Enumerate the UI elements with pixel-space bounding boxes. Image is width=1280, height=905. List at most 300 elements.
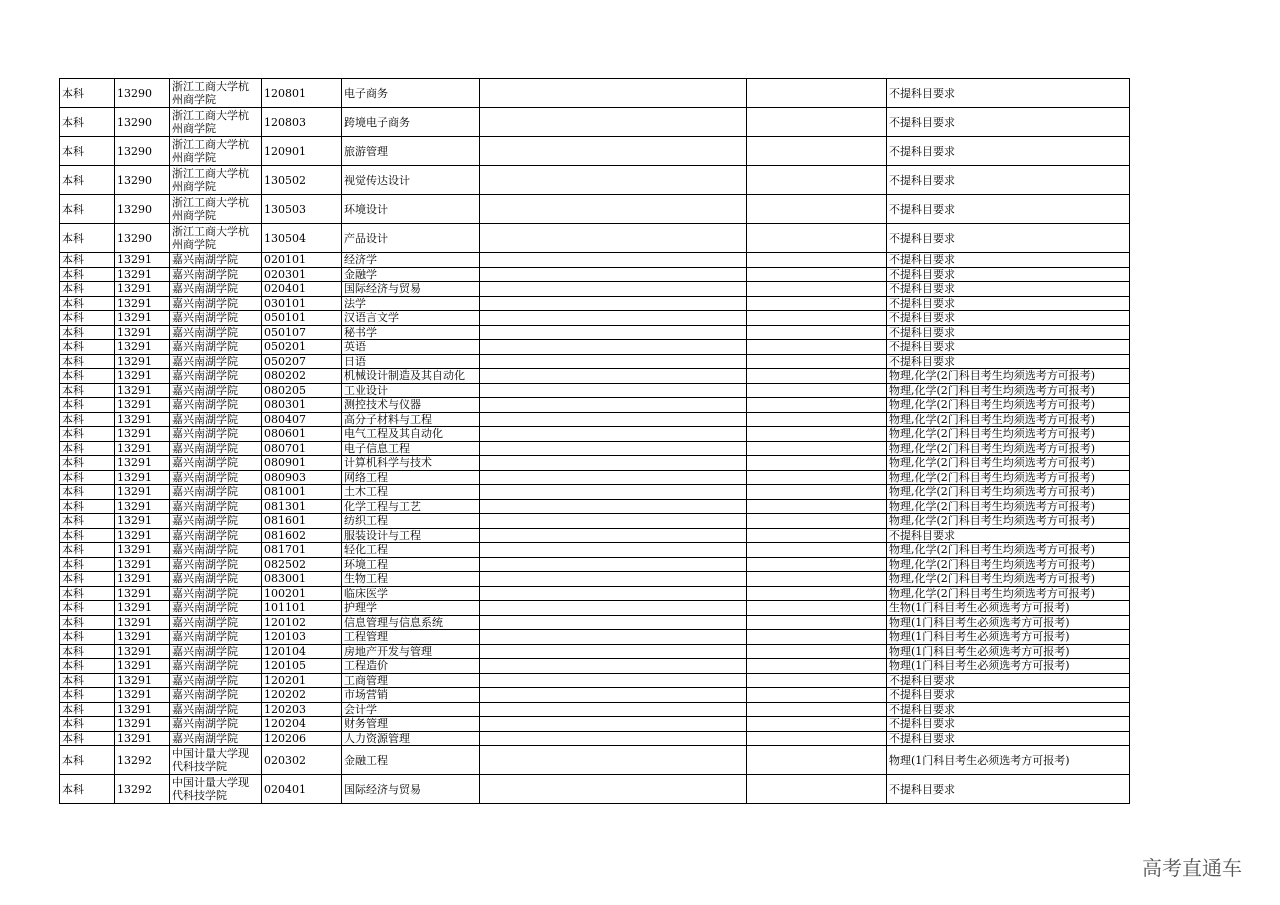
subject-requirement-cell: 不提科目要求: [887, 717, 1130, 732]
school-code-cell: 13291: [115, 354, 170, 369]
subject-requirement-cell: 物理,化学(2门科目考生均须选考方可报考): [887, 369, 1130, 384]
level-cell: 本科: [60, 340, 115, 355]
subject-requirement-cell: 不提科目要求: [887, 224, 1130, 253]
major-code-cell: 082502: [262, 557, 342, 572]
school-name-cell: 嘉兴南湖学院: [170, 615, 262, 630]
table-row: [60, 746, 1130, 775]
empty-cell: [747, 746, 887, 775]
school-name-cell: 浙江工商大学杭州商学院: [170, 195, 262, 224]
school-name-cell: 嘉兴南湖学院: [170, 688, 262, 703]
empty-cell: [480, 311, 747, 326]
major-name-cell: 测控技术与仪器: [342, 398, 480, 413]
level-cell: 本科: [60, 79, 115, 108]
major-name-cell: 计算机科学与技术: [342, 456, 480, 471]
empty-cell: [480, 528, 747, 543]
table-row: [60, 282, 1130, 297]
subject-requirement-cell: 物理,化学(2门科目考生均须选考方可报考): [887, 557, 1130, 572]
empty-cell: [747, 586, 887, 601]
subject-requirement-cell: 物理,化学(2门科目考生均须选考方可报考): [887, 412, 1130, 427]
school-code-cell: 13291: [115, 296, 170, 311]
school-name-cell: 浙江工商大学杭州商学院: [170, 137, 262, 166]
empty-cell: [480, 485, 747, 500]
major-name-cell: 市场营销: [342, 688, 480, 703]
table-row: [60, 253, 1130, 268]
school-name-cell: 嘉兴南湖学院: [170, 572, 262, 587]
major-name-cell: 高分子材料与工程: [342, 412, 480, 427]
level-cell: 本科: [60, 586, 115, 601]
empty-cell: [747, 717, 887, 732]
level-cell: 本科: [60, 369, 115, 384]
school-code-cell: 13291: [115, 456, 170, 471]
empty-cell: [480, 267, 747, 282]
school-name-cell: 嘉兴南湖学院: [170, 427, 262, 442]
table-row: [60, 775, 1130, 804]
table-body: [60, 79, 1130, 804]
level-cell: 本科: [60, 746, 115, 775]
major-code-cell: 130504: [262, 224, 342, 253]
table-row: [60, 340, 1130, 355]
table-row: [60, 673, 1130, 688]
empty-cell: [747, 398, 887, 413]
major-name-cell: 产品设计: [342, 224, 480, 253]
school-name-cell: 嘉兴南湖学院: [170, 659, 262, 674]
major-name-cell: 工业设计: [342, 383, 480, 398]
level-cell: 本科: [60, 282, 115, 297]
major-name-cell: 会计学: [342, 702, 480, 717]
school-code-cell: 13291: [115, 673, 170, 688]
empty-cell: [480, 383, 747, 398]
school-name-cell: 嘉兴南湖学院: [170, 253, 262, 268]
major-code-cell: 080601: [262, 427, 342, 442]
empty-cell: [480, 615, 747, 630]
empty-cell: [747, 528, 887, 543]
level-cell: 本科: [60, 673, 115, 688]
table-row: [60, 644, 1130, 659]
major-code-cell: 120202: [262, 688, 342, 703]
table-row: [60, 441, 1130, 456]
major-code-cell: 081301: [262, 499, 342, 514]
level-cell: 本科: [60, 354, 115, 369]
empty-cell: [747, 615, 887, 630]
level-cell: 本科: [60, 528, 115, 543]
school-name-cell: 嘉兴南湖学院: [170, 543, 262, 558]
major-code-cell: 020401: [262, 775, 342, 804]
empty-cell: [480, 702, 747, 717]
empty-cell: [480, 456, 747, 471]
subject-requirement-cell: 物理,化学(2门科目考生均须选考方可报考): [887, 441, 1130, 456]
major-name-cell: 机械设计制造及其自动化: [342, 369, 480, 384]
empty-cell: [480, 195, 747, 224]
empty-cell: [747, 427, 887, 442]
empty-cell: [480, 282, 747, 297]
subject-requirement-cell: 不提科目要求: [887, 195, 1130, 224]
empty-cell: [480, 354, 747, 369]
empty-cell: [747, 775, 887, 804]
major-code-cell: 081001: [262, 485, 342, 500]
subject-requirement-cell: 物理(1门科目考生必须选考方可报考): [887, 630, 1130, 645]
table-row: [60, 557, 1130, 572]
school-code-cell: 13290: [115, 166, 170, 195]
table-row: [60, 731, 1130, 746]
major-code-cell: 100201: [262, 586, 342, 601]
empty-cell: [480, 398, 747, 413]
empty-cell: [480, 166, 747, 195]
school-name-cell: 嘉兴南湖学院: [170, 398, 262, 413]
school-name-cell: 嘉兴南湖学院: [170, 470, 262, 485]
empty-cell: [747, 369, 887, 384]
empty-cell: [480, 224, 747, 253]
major-code-cell: 120103: [262, 630, 342, 645]
major-name-cell: 土木工程: [342, 485, 480, 500]
level-cell: 本科: [60, 441, 115, 456]
empty-cell: [747, 79, 887, 108]
level-cell: 本科: [60, 731, 115, 746]
level-cell: 本科: [60, 659, 115, 674]
empty-cell: [747, 108, 887, 137]
school-name-cell: 嘉兴南湖学院: [170, 412, 262, 427]
empty-cell: [480, 775, 747, 804]
major-name-cell: 电子商务: [342, 79, 480, 108]
major-code-cell: 080205: [262, 383, 342, 398]
subject-requirement-cell: 物理,化学(2门科目考生均须选考方可报考): [887, 514, 1130, 529]
school-name-cell: 嘉兴南湖学院: [170, 340, 262, 355]
empty-cell: [480, 644, 747, 659]
level-cell: 本科: [60, 601, 115, 616]
empty-cell: [480, 137, 747, 166]
table-row: [60, 325, 1130, 340]
school-code-cell: 13290: [115, 108, 170, 137]
subject-requirement-cell: 不提科目要求: [887, 311, 1130, 326]
major-name-cell: 工程管理: [342, 630, 480, 645]
table-row: [60, 528, 1130, 543]
level-cell: 本科: [60, 470, 115, 485]
empty-cell: [747, 557, 887, 572]
major-code-cell: 080901: [262, 456, 342, 471]
subject-requirement-cell: 不提科目要求: [887, 267, 1130, 282]
table-row: [60, 108, 1130, 137]
table-row: [60, 499, 1130, 514]
level-cell: 本科: [60, 514, 115, 529]
table-row: [60, 702, 1130, 717]
major-code-cell: 080701: [262, 441, 342, 456]
subject-requirement-cell: 物理,化学(2门科目考生均须选考方可报考): [887, 543, 1130, 558]
school-code-cell: 13291: [115, 441, 170, 456]
major-code-cell: 030101: [262, 296, 342, 311]
school-name-cell: 嘉兴南湖学院: [170, 601, 262, 616]
table-row: [60, 354, 1130, 369]
table-row: [60, 369, 1130, 384]
major-name-cell: 临床医学: [342, 586, 480, 601]
school-code-cell: 13291: [115, 717, 170, 732]
major-code-cell: 130503: [262, 195, 342, 224]
school-code-cell: 13292: [115, 775, 170, 804]
major-name-cell: 电气工程及其自动化: [342, 427, 480, 442]
watermark-text: 高考直通车: [1142, 856, 1242, 880]
major-code-cell: 080202: [262, 369, 342, 384]
school-name-cell: 嘉兴南湖学院: [170, 369, 262, 384]
school-name-cell: 嘉兴南湖学院: [170, 586, 262, 601]
table-row: [60, 267, 1130, 282]
empty-cell: [480, 688, 747, 703]
subject-requirement-cell: 不提科目要求: [887, 325, 1130, 340]
level-cell: 本科: [60, 543, 115, 558]
major-name-cell: 财务管理: [342, 717, 480, 732]
subject-requirement-cell: 不提科目要求: [887, 528, 1130, 543]
empty-cell: [480, 253, 747, 268]
table-row: [60, 137, 1130, 166]
school-name-cell: 中国计量大学现代科技学院: [170, 746, 262, 775]
subject-requirement-cell: 物理,化学(2门科目考生均须选考方可报考): [887, 427, 1130, 442]
level-cell: 本科: [60, 456, 115, 471]
major-code-cell: 081701: [262, 543, 342, 558]
school-code-cell: 13291: [115, 514, 170, 529]
major-code-cell: 101101: [262, 601, 342, 616]
subject-requirement-cell: 物理(1门科目考生必须选考方可报考): [887, 659, 1130, 674]
major-name-cell: 化学工程与工艺: [342, 499, 480, 514]
major-name-cell: 服装设计与工程: [342, 528, 480, 543]
table-row: [60, 456, 1130, 471]
major-name-cell: 秘书学: [342, 325, 480, 340]
major-name-cell: 轻化工程: [342, 543, 480, 558]
empty-cell: [747, 311, 887, 326]
empty-cell: [480, 340, 747, 355]
level-cell: 本科: [60, 267, 115, 282]
level-cell: 本科: [60, 108, 115, 137]
subject-requirement-cell: 不提科目要求: [887, 296, 1130, 311]
major-code-cell: 120801: [262, 79, 342, 108]
empty-cell: [480, 717, 747, 732]
school-name-cell: 浙江工商大学杭州商学院: [170, 166, 262, 195]
major-name-cell: 环境设计: [342, 195, 480, 224]
school-code-cell: 13291: [115, 586, 170, 601]
empty-cell: [747, 659, 887, 674]
school-code-cell: 13291: [115, 659, 170, 674]
school-name-cell: 嘉兴南湖学院: [170, 528, 262, 543]
level-cell: 本科: [60, 427, 115, 442]
empty-cell: [747, 470, 887, 485]
empty-cell: [480, 514, 747, 529]
table-row: [60, 166, 1130, 195]
school-code-cell: 13291: [115, 311, 170, 326]
subject-requirement-cell: 物理,化学(2门科目考生均须选考方可报考): [887, 586, 1130, 601]
school-name-cell: 嘉兴南湖学院: [170, 354, 262, 369]
major-code-cell: 083001: [262, 572, 342, 587]
school-code-cell: 13291: [115, 383, 170, 398]
empty-cell: [747, 731, 887, 746]
school-name-cell: 嘉兴南湖学院: [170, 441, 262, 456]
empty-cell: [747, 224, 887, 253]
empty-cell: [747, 702, 887, 717]
major-name-cell: 跨境电子商务: [342, 108, 480, 137]
subject-requirement-cell: 不提科目要求: [887, 108, 1130, 137]
subject-requirement-cell: 物理,化学(2门科目考生均须选考方可报考): [887, 485, 1130, 500]
school-code-cell: 13291: [115, 601, 170, 616]
school-name-cell: 浙江工商大学杭州商学院: [170, 108, 262, 137]
level-cell: 本科: [60, 253, 115, 268]
table-row: [60, 398, 1130, 413]
major-name-cell: 纺织工程: [342, 514, 480, 529]
subject-requirement-cell: 不提科目要求: [887, 354, 1130, 369]
subject-requirement-cell: 物理,化学(2门科目考生均须选考方可报考): [887, 383, 1130, 398]
school-name-cell: 嘉兴南湖学院: [170, 282, 262, 297]
empty-cell: [747, 267, 887, 282]
subject-requirement-cell: 物理(1门科目考生必须选考方可报考): [887, 644, 1130, 659]
school-name-cell: 嘉兴南湖学院: [170, 731, 262, 746]
school-name-cell: 浙江工商大学杭州商学院: [170, 79, 262, 108]
school-code-cell: 13291: [115, 557, 170, 572]
major-code-cell: 020401: [262, 282, 342, 297]
major-name-cell: 日语: [342, 354, 480, 369]
empty-cell: [747, 601, 887, 616]
level-cell: 本科: [60, 412, 115, 427]
level-cell: 本科: [60, 717, 115, 732]
school-name-cell: 嘉兴南湖学院: [170, 630, 262, 645]
school-name-cell: 浙江工商大学杭州商学院: [170, 224, 262, 253]
subject-requirement-cell: 不提科目要求: [887, 137, 1130, 166]
table-row: [60, 383, 1130, 398]
school-name-cell: 嘉兴南湖学院: [170, 325, 262, 340]
table-row: [60, 311, 1130, 326]
school-code-cell: 13291: [115, 398, 170, 413]
school-name-cell: 嘉兴南湖学院: [170, 485, 262, 500]
major-code-cell: 081602: [262, 528, 342, 543]
empty-cell: [480, 630, 747, 645]
empty-cell: [747, 499, 887, 514]
table-row: [60, 296, 1130, 311]
empty-cell: [747, 325, 887, 340]
school-name-cell: 嘉兴南湖学院: [170, 383, 262, 398]
empty-cell: [747, 514, 887, 529]
subject-requirement-cell: 不提科目要求: [887, 673, 1130, 688]
table-row: [60, 601, 1130, 616]
empty-cell: [747, 412, 887, 427]
empty-cell: [480, 108, 747, 137]
school-code-cell: 13291: [115, 485, 170, 500]
table-row: [60, 485, 1130, 500]
major-name-cell: 房地产开发与管理: [342, 644, 480, 659]
school-code-cell: 13291: [115, 412, 170, 427]
empty-cell: [480, 470, 747, 485]
subject-requirement-cell: 物理,化学(2门科目考生均须选考方可报考): [887, 398, 1130, 413]
school-code-cell: 13290: [115, 137, 170, 166]
school-code-cell: 13291: [115, 615, 170, 630]
school-name-cell: 嘉兴南湖学院: [170, 673, 262, 688]
table-row: [60, 470, 1130, 485]
level-cell: 本科: [60, 485, 115, 500]
table-row: [60, 79, 1130, 108]
major-code-cell: 120102: [262, 615, 342, 630]
major-name-cell: 国际经济与贸易: [342, 282, 480, 297]
school-code-cell: 13291: [115, 470, 170, 485]
subject-requirement-cell: 物理,化学(2门科目考生均须选考方可报考): [887, 456, 1130, 471]
major-name-cell: 信息管理与信息系统: [342, 615, 480, 630]
empty-cell: [747, 688, 887, 703]
major-code-cell: 130502: [262, 166, 342, 195]
empty-cell: [480, 572, 747, 587]
subject-requirement-cell: 物理,化学(2门科目考生均须选考方可报考): [887, 499, 1130, 514]
empty-cell: [747, 441, 887, 456]
empty-cell: [747, 354, 887, 369]
subject-requirement-cell: 物理(1门科目考生必须选考方可报考): [887, 746, 1130, 775]
school-code-cell: 13292: [115, 746, 170, 775]
major-code-cell: 081601: [262, 514, 342, 529]
level-cell: 本科: [60, 775, 115, 804]
school-name-cell: 嘉兴南湖学院: [170, 717, 262, 732]
major-code-cell: 120206: [262, 731, 342, 746]
major-name-cell: 英语: [342, 340, 480, 355]
empty-cell: [480, 369, 747, 384]
school-name-cell: 嘉兴南湖学院: [170, 311, 262, 326]
school-code-cell: 13291: [115, 543, 170, 558]
subject-requirement-cell: 物理(1门科目考生必须选考方可报考): [887, 615, 1130, 630]
subject-requirement-cell: 不提科目要求: [887, 282, 1130, 297]
table-row: [60, 659, 1130, 674]
admission-requirements-table: [59, 78, 1130, 804]
empty-cell: [747, 166, 887, 195]
major-code-cell: 120203: [262, 702, 342, 717]
table-row: [60, 224, 1130, 253]
subject-requirement-cell: 不提科目要求: [887, 702, 1130, 717]
subject-requirement-cell: 不提科目要求: [887, 79, 1130, 108]
major-name-cell: 电子信息工程: [342, 441, 480, 456]
school-code-cell: 13291: [115, 499, 170, 514]
empty-cell: [480, 586, 747, 601]
school-code-cell: 13290: [115, 79, 170, 108]
school-name-cell: 嘉兴南湖学院: [170, 267, 262, 282]
subject-requirement-cell: 物理,化学(2门科目考生均须选考方可报考): [887, 572, 1130, 587]
school-code-cell: 13291: [115, 528, 170, 543]
empty-cell: [480, 441, 747, 456]
school-name-cell: 嘉兴南湖学院: [170, 644, 262, 659]
level-cell: 本科: [60, 644, 115, 659]
major-name-cell: 国际经济与贸易: [342, 775, 480, 804]
empty-cell: [747, 253, 887, 268]
table-row: [60, 543, 1130, 558]
empty-cell: [747, 456, 887, 471]
table-row: [60, 717, 1130, 732]
level-cell: 本科: [60, 383, 115, 398]
empty-cell: [747, 572, 887, 587]
school-name-cell: 嘉兴南湖学院: [170, 702, 262, 717]
subject-requirement-cell: 不提科目要求: [887, 775, 1130, 804]
major-name-cell: 人力资源管理: [342, 731, 480, 746]
major-name-cell: 工商管理: [342, 673, 480, 688]
major-name-cell: 网络工程: [342, 470, 480, 485]
major-code-cell: 050101: [262, 311, 342, 326]
school-name-cell: 嘉兴南湖学院: [170, 499, 262, 514]
level-cell: 本科: [60, 311, 115, 326]
empty-cell: [747, 543, 887, 558]
major-code-cell: 080903: [262, 470, 342, 485]
subject-requirement-cell: 物理,化学(2门科目考生均须选考方可报考): [887, 470, 1130, 485]
table-row: [60, 615, 1130, 630]
level-cell: 本科: [60, 224, 115, 253]
major-name-cell: 汉语言文学: [342, 311, 480, 326]
major-name-cell: 环境工程: [342, 557, 480, 572]
major-code-cell: 020302: [262, 746, 342, 775]
subject-requirement-cell: 生物(1门科目考生必须选考方可报考): [887, 601, 1130, 616]
empty-cell: [480, 601, 747, 616]
table-row: [60, 427, 1130, 442]
school-name-cell: 嘉兴南湖学院: [170, 557, 262, 572]
school-name-cell: 中国计量大学现代科技学院: [170, 775, 262, 804]
empty-cell: [480, 746, 747, 775]
empty-cell: [480, 557, 747, 572]
empty-cell: [480, 673, 747, 688]
empty-cell: [747, 195, 887, 224]
major-name-cell: 金融学: [342, 267, 480, 282]
major-code-cell: 080301: [262, 398, 342, 413]
